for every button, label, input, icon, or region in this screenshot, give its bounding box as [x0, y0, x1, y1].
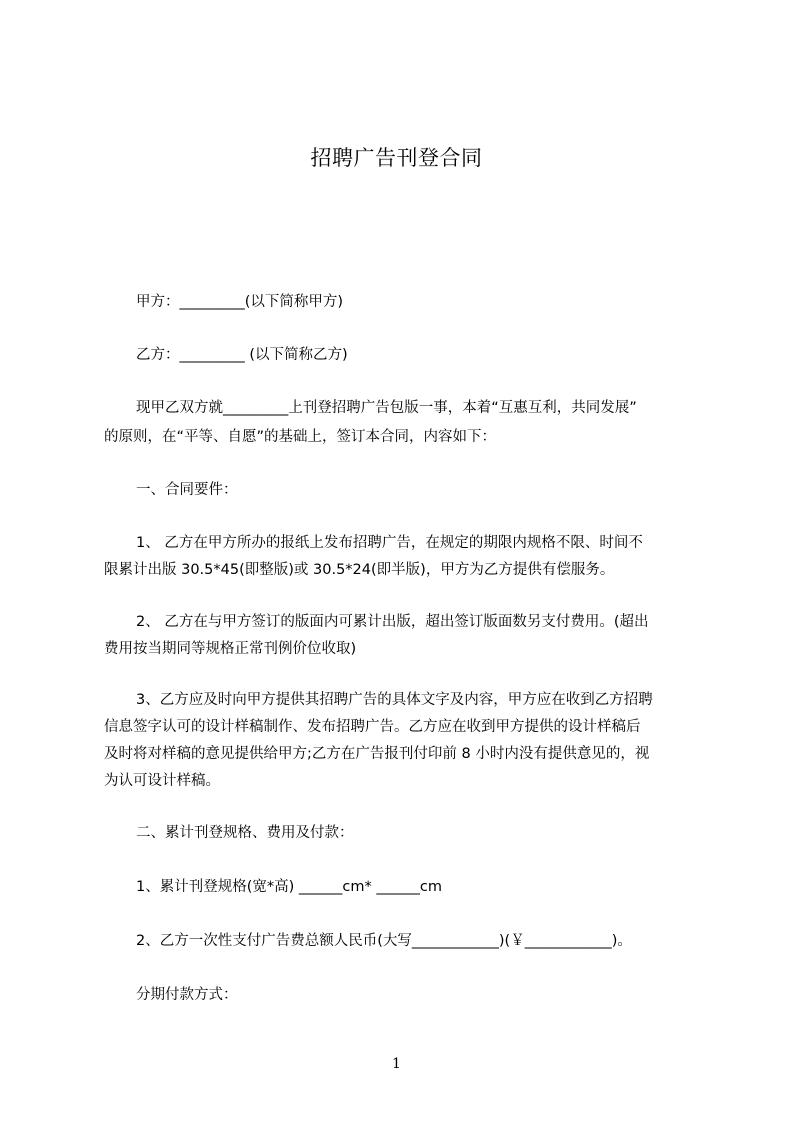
- clause-3-line-1: 3、乙方应及时向甲方提供其招聘广告的具体文字及内容，甲方应在收到乙方招聘: [136, 692, 653, 708]
- party-a-line: 甲方：_________(以下简称甲方): [136, 294, 344, 310]
- clause-2-line-1: 2、 乙方在与甲方签订的版面内可累计出版，超出签订版面数另支付费用。(超出: [136, 614, 649, 630]
- document-title: 招聘广告刊登合同: [310, 146, 483, 170]
- section-2-heading: 二、累计刊登规格、费用及付款：: [136, 825, 354, 841]
- page-number: 1: [392, 1056, 401, 1072]
- intro-line-2: 的原则，在“平等、自愿”的基础上，签订本合同，内容如下：: [104, 429, 497, 445]
- intro-line-1: 现甲乙双方就_________上刊登招聘广告包版一事，本着“互惠互利，共同发展”: [136, 400, 637, 416]
- clause-3-line-3: 及时将对样稿的意见提供给甲方;乙方在广告报刊付印前 8 小时内没有提供意见的，视: [104, 746, 650, 762]
- clause-1-line-2: 限累计出版 30.5*45(即整版)或 30.5*24(即半版)，甲方为乙方提供有偿服务。: [104, 562, 615, 578]
- clause-2-line-2: 费用按当期同等规格正常刊例价位收取): [104, 641, 357, 657]
- fee-item-line: 2、乙方一次性支付广告费总额人民币(大写____________)(￥____________)。: [136, 933, 632, 949]
- clause-3-line-2: 信息签字认可的设计样稿制作、发布招聘广告。乙方应在收到甲方提供的设计样稿后: [104, 719, 641, 735]
- clause-3-line-4: 为认可设计样稿。: [104, 773, 220, 789]
- spec-item-line: 1、累计刊登规格(宽*高) ______cm* ______cm: [136, 879, 442, 895]
- section-1-heading: 一、合同要件：: [136, 482, 238, 498]
- party-b-line: 乙方：_________ (以下简称乙方): [136, 347, 348, 363]
- installment-heading: 分期付款方式：: [136, 987, 238, 1003]
- clause-1-line-1: 1、 乙方在甲方所办的报纸上发布招聘广告，在规定的期限内规格不限、时间不: [136, 535, 643, 551]
